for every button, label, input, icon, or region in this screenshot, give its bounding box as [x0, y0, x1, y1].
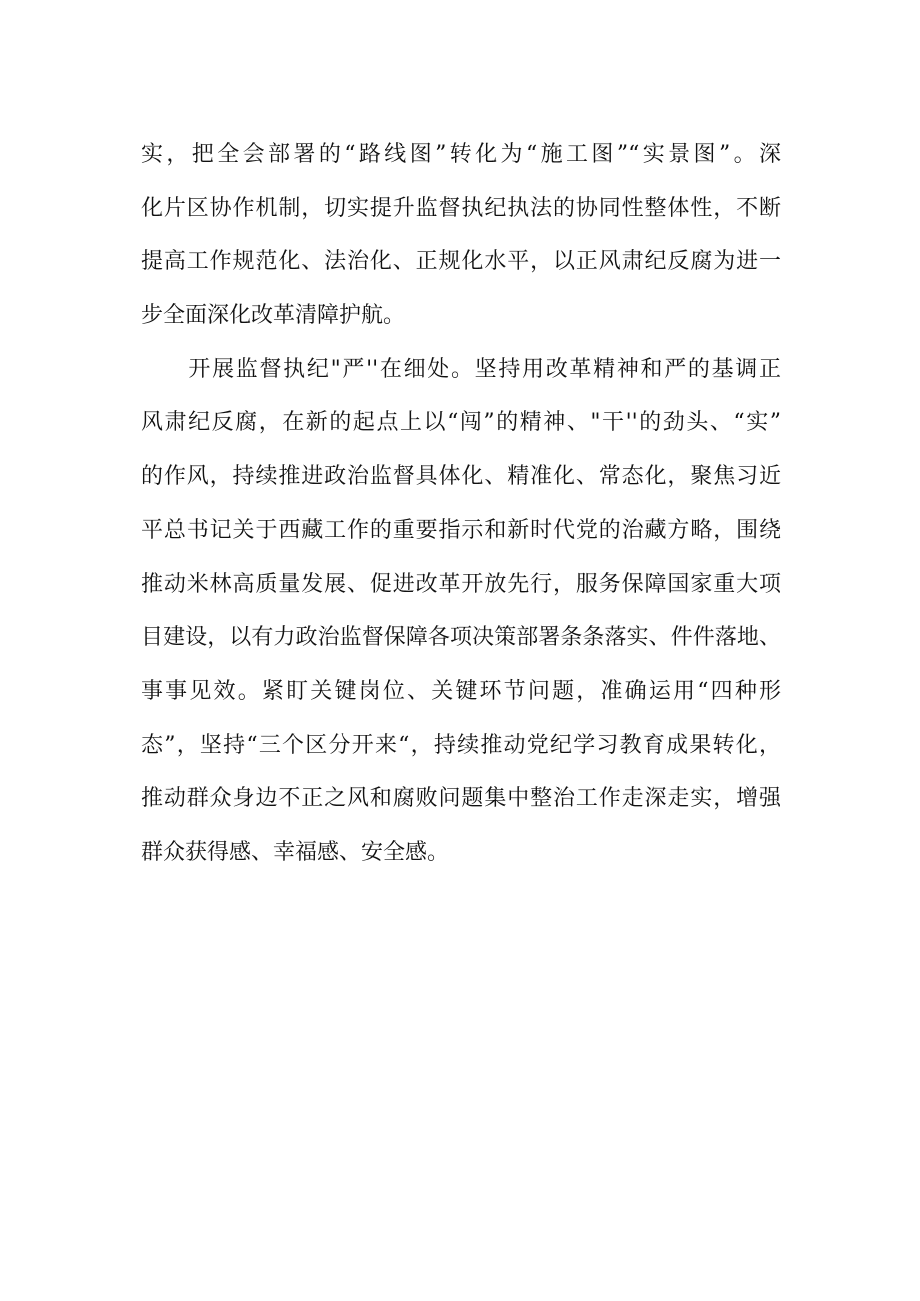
text-line: 事事见效。紧盯关键岗位、关键环节问题，准确运用“四种形	[141, 678, 781, 704]
text-line: 态”，坚持“三个区分开来“，持续推动党纪学习教育成果转化，	[141, 732, 781, 758]
text-line: 推动米林高质量发展、促进改革开放先行，服务保障国家重大项	[141, 571, 781, 597]
body-text	[141, 128, 781, 880]
text-line: 目建设，以有力政治监督保障各项决策部署条条落实、件件落地、	[141, 625, 781, 651]
text-line: 推动群众身边不正之风和腐败问题集中整治工作走深走实，增强	[141, 786, 781, 812]
text-line: 实，把全会部署的“路线图”转化为“施工图”“实景图”。深	[141, 142, 781, 167]
text-line: 风肃纪反腐，在新的起点上以“闯”的精神、"干''的劲头、“实”	[141, 410, 781, 436]
text-line: 步全面深化改革清障护航。	[141, 303, 406, 329]
text-line: 平总书记关于西藏工作的重要指示和新时代党的治藏方略，围绕	[141, 517, 781, 543]
text-line: 群众获得感、幸福感、安全感。	[141, 839, 450, 865]
text-line: 提高工作规范化、法治化、正规化水平，以正风肃纪反腐为进一	[141, 249, 781, 275]
text-line: 开展监督执纪"严''在细处。坚持用改革精神和严的基调正	[141, 356, 781, 382]
text-line: 化片区协作机制，切实提升监督执纪执法的协同性整体性，不断	[141, 195, 781, 221]
text-line: 的作风，持续推进政治监督具体化、精准化、常态化，聚焦习近	[141, 464, 781, 490]
